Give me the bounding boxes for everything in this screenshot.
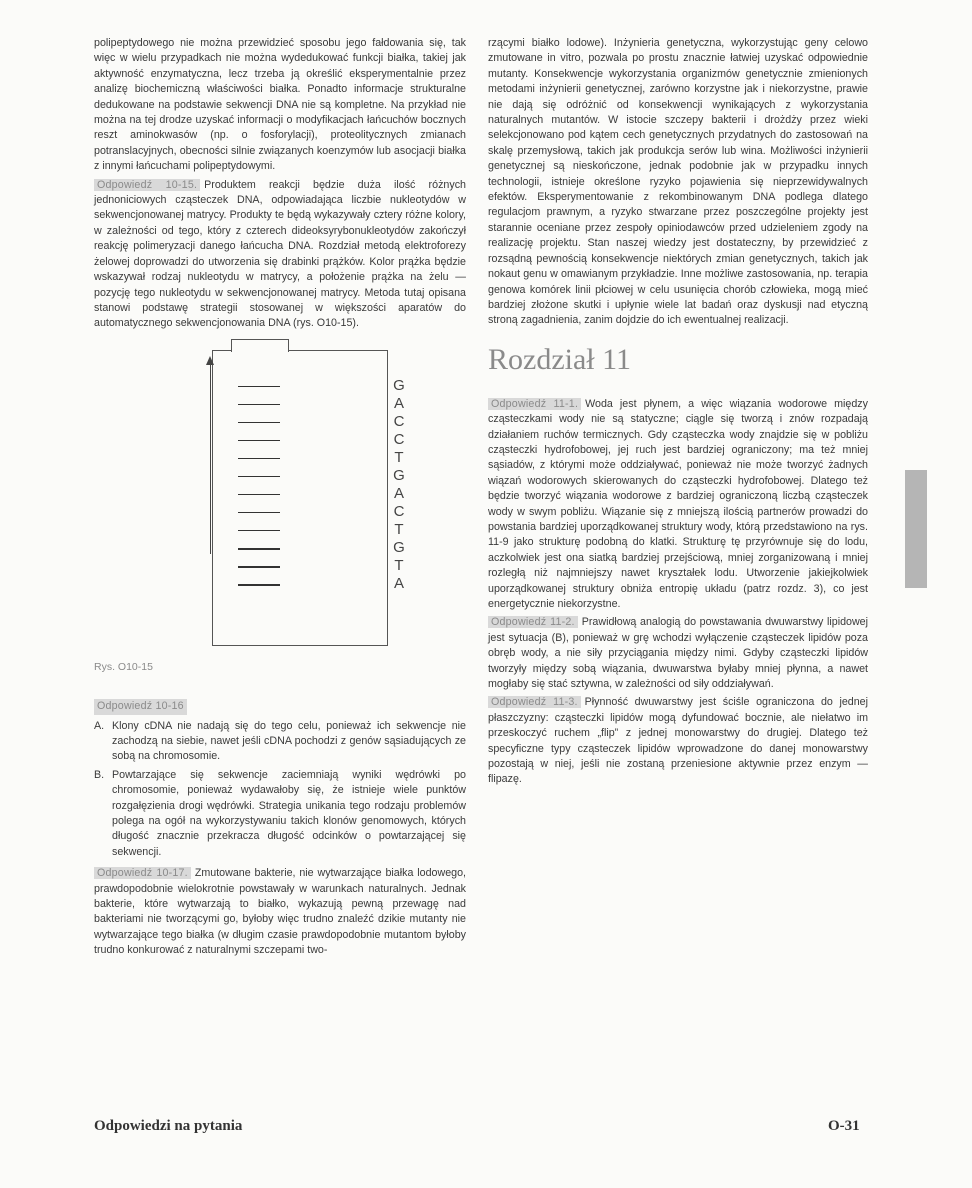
sequence-letter: G	[393, 376, 405, 394]
sequence-letter: T	[394, 556, 404, 574]
list-text: Powtarzające się sekwencje zaciemniają wyniki wędrówki po chromosomie, ponieważ wydawałoby się, że istnieje wiele punktów rozgałęzienia drogi wędrówki. Strategia unikania tego rodzaju problemów polega na ogół na wykorzystywaniu takich klonów genomowych, których długość znacznie przekracza długość odcinków o powtarzającej się sekwencji.	[112, 768, 466, 858]
answer-10-17	[94, 866, 466, 958]
figure-caption: Rys. O10-15	[94, 660, 153, 673]
gel-band	[238, 584, 280, 586]
gel-band	[238, 386, 280, 388]
answer-label: Odpowiedź 11-3.	[488, 696, 581, 708]
sequence-letter: T	[394, 520, 404, 538]
answer-10-16-list	[94, 719, 466, 861]
arrow-up-icon	[206, 356, 214, 365]
gel-band	[238, 440, 280, 442]
gel-band	[238, 404, 280, 406]
answer-11-1	[488, 397, 868, 613]
answer-label: Odpowiedź 10-16	[94, 699, 187, 714]
sequence-letter: T	[394, 448, 404, 466]
page-number: O-31	[828, 1118, 860, 1134]
gel-band	[238, 566, 280, 568]
list-marker: A.	[94, 719, 105, 732]
gel-band	[238, 422, 280, 424]
gel-well	[231, 339, 289, 352]
answer-label: Odpowiedź 10-15.	[94, 179, 200, 191]
direction-arrow-line	[210, 364, 211, 554]
chapter-thumb-tab	[905, 470, 927, 588]
answer-11-3	[488, 695, 868, 787]
answer-text: Zmutowane bakterie, nie wytwarzające białka lodowego, prawdopodobnie wielokrotnie powstawały w warunkach naturalnych. Jednak bakterie, które wytwarzają to białko, wykazują pewną przewagę nad bakteriami nie tworzącymi go, byłoby więc trudno znaleźć dzikie mutanty nie wytwarzające tego białka (w długim czasie prawdopodobnie mutantom byłoby trudno konkurować z naturalnymi szczepami two-	[94, 867, 466, 957]
sequencing-gel-figure	[94, 342, 466, 652]
list-item	[94, 719, 466, 765]
chapter-title: Rozdział 11	[488, 342, 632, 376]
answer-text: Prawidłową analogią do powstawania dwuwarstwy lipidowej jest sytuacja (B), ponieważ w grę wchodzi wyłączenie cząsteczek lipidów poza obręb wody, a nie siły przyciągania między nimi. Gdyby cząsteczki lipidów tworzyły między sobą wiązania, dwuwarstwa byłaby mniej płynna, a nawet mogłaby się stać sztywna, w zależności od siły oddziaływań.	[488, 616, 868, 691]
sequence-letter: C	[393, 412, 405, 430]
answer-text: Produktem reakcji będzie duża ilość różnych jednoniciowych cząsteczek DNA, odpowiadająca liczbie nukleotydów w sekwencjonowanej matrycy. Produkty te będą wykazywały cztery różne kolory, w zależności od tego, który z czterech dideoksyrybonukleotydów zakończył reakcję polimeryzacji danego łańcucha DNA. Rozdział metodą elektroforezy żelowej doprowadzi do utworzenia się drabinki prążków. Kolor prążka będzie wskazywał rodzaj nukleotydu w matrycy, a położenie prążka na żelu — pozycję tego nukleotydu w sekwencjonowanej matrycy. Metoda tutaj opisana stanowi podstawę strategii stosowanej w większości aparatów do automatycznego sekwencjonowania DNA (rys. O10-15).	[94, 178, 466, 330]
gel-band	[238, 512, 280, 514]
answer-text: Woda jest płynem, a więc wiązania wodorowe między cząsteczkami wody nie są statyczne; ciągle się tworzą i znów rozpadają działaniem ruchów termicznych. Gdy cząsteczka wody znajdzie się w pobliżu cząsteczki hydrofobowej, jej ruch jest bardziej ograniczony; ma też mniej sąsiadów, z którymi może oddziaływać, ponieważ nie może tworzyć żadnych wiązań wodorowych skierowanych do cząsteczki hydrofobowej. Dlatego też będzie tworzyć wiązania wodorowe z bardziej ograniczoną liczbą cząsteczek wody w swym pobliżu. Wiązanie się z mniejszą ilością partnerów prowadzi do powstania bardziej uporządkowanej struktury wody, którą przedstawiono na rys. 11-9 jako strukturę podobną do klatki. Strukturę tę przyrównuje się do lodu, aczkolwiek jest ona siatką bardziej przejściową, mniej zorganizowaną i mniej rozległą niż najmniejszy nawet kryształek lodu. Utworzenie jakiejkolwiek uporządkowanej struktury obniża entropię układu (patrz rozdz. 3), co jest energetycznie niekorzystne.	[488, 397, 868, 610]
sequence-letter: A	[393, 574, 404, 592]
gel-band	[238, 530, 280, 532]
right-column	[488, 36, 868, 791]
answer-text: Płynność dwuwarstwy jest ściśle ograniczona do jednej płaszczyzny: cząsteczki lipidów mogą dyfundować bocznie, ale niełatwo im przeskoczyć ruchem „flip” z jednej monowarstwy do drugiej. Dlatego też specyficzne typy cząsteczek lipidów wprowadzone do danej monowarstwy pozostają w niej, jeśli nie zostaną przeniesione aktywnie przez enzym — flipazę.	[488, 696, 868, 786]
paragraph-continuation: polipeptydowego nie można przewidzieć sposobu jego fałdowania się, tak więc w wielu przypadkach nie można wydedukować funkcji białka, takiej jak aktywność enzymatyczna, lecz trzeba ją określić eksperymentalnie przez analizę biochemiczną właściwości białka. Ponadto informacje strukturalne dedukowane na podstawie sekwencji DNA nie są kompletne. Na przykład nie można na tej drodze uzyskać informacji o modyfikacjach łańcuchów bocznych reszt aminokwasów (np. o fosforylacji), proteolitycznych zmianach potranslacyjnych, obecności silnie związanych koenzymów lub asocjacji białka z innymi łańcuchami polipeptydowymi.	[94, 37, 466, 173]
sequence-letter: G	[393, 466, 405, 484]
gel-frame	[212, 350, 388, 646]
gel-band	[238, 548, 280, 550]
left-column	[94, 36, 466, 962]
answer-label: Odpowiedź 11-1.	[488, 398, 581, 410]
gel-band	[238, 494, 280, 496]
answer-11-2	[488, 615, 868, 692]
sequence-letter: G	[393, 538, 405, 556]
gel-band	[238, 476, 280, 478]
footer-section-title: Odpowiedzi na pytania	[94, 1118, 243, 1134]
sequence-letter: C	[393, 502, 405, 520]
answer-label: Odpowiedź 10-17.	[94, 867, 191, 879]
sequence-letter: A	[393, 394, 404, 412]
gel-band	[238, 458, 280, 460]
paragraph-continuation: rzącymi białko lodowe). Inżynieria genetyczna, wykorzystując geny celowo zmutowane in vitro, pozwala po prostu znacznie łatwiej uzyskać odpowiednie mutanty. Konsekwencje wykorzystania organizmów genetycznie zmienionych metodami inżynierii genetycznej, zarówno korzystne jak i niekorzystne, prawie nie dają się odróżnić od konsekwencji wynikających z wykorzystania naturalnych mutantów. W istocie szczepy bakterii i drożdży przez wieki selekcjonowano pod kątem cech genetycznych przydatnych do zastosowań na skalę przemysłową, takich jak produkcja serów lub wina. Możliwości inżynierii genetycznej są nieskończone, jednak podobnie jak w przypadku innych technologii, istnieje określone ryzyko pojawienia się nieprzewidywalnych efektów. Eksperymentowanie z rekombinowanym DNA podlega dlatego regulacjom prawnym, a ryzyko stwarzane przez poszczególne projekty jest starannie oceniane przez zespoły opiniodawców przed udzieleniem zgody na realizację projektu. Stan naszej wiedzy jest dostateczny, by przewidzieć z rozsądną pewnością konsekwencje niektórych zmian genetycznych, takich jak nokaut genu w omawianym przykładzie. Inne możliwe zastosowania, np. terapia genowa komórek linii płciowej w celu usunięcia chorób człowieka, mogą mieć bardziej złożone skutki i upłynie wiele lat badań oraz dyskusji nad etyczną stroną zagadnienia, zanim dojdzie do ich ewentualnej realizacji.	[488, 37, 868, 327]
answer-label: Odpowiedź 11-2.	[488, 616, 578, 628]
list-text: Klony cDNA nie nadają się do tego celu, ponieważ ich sekwencje nie zachodzą na siebie, nawet jeśli cDNA pochodzi z genów sąsiadujących ze sobą na chromosomie.	[112, 719, 466, 763]
answer-10-15	[94, 178, 466, 332]
list-item	[94, 768, 466, 860]
sequence-letter: C	[393, 430, 405, 448]
sequence-letter: A	[393, 484, 404, 502]
list-marker: B.	[94, 768, 105, 781]
